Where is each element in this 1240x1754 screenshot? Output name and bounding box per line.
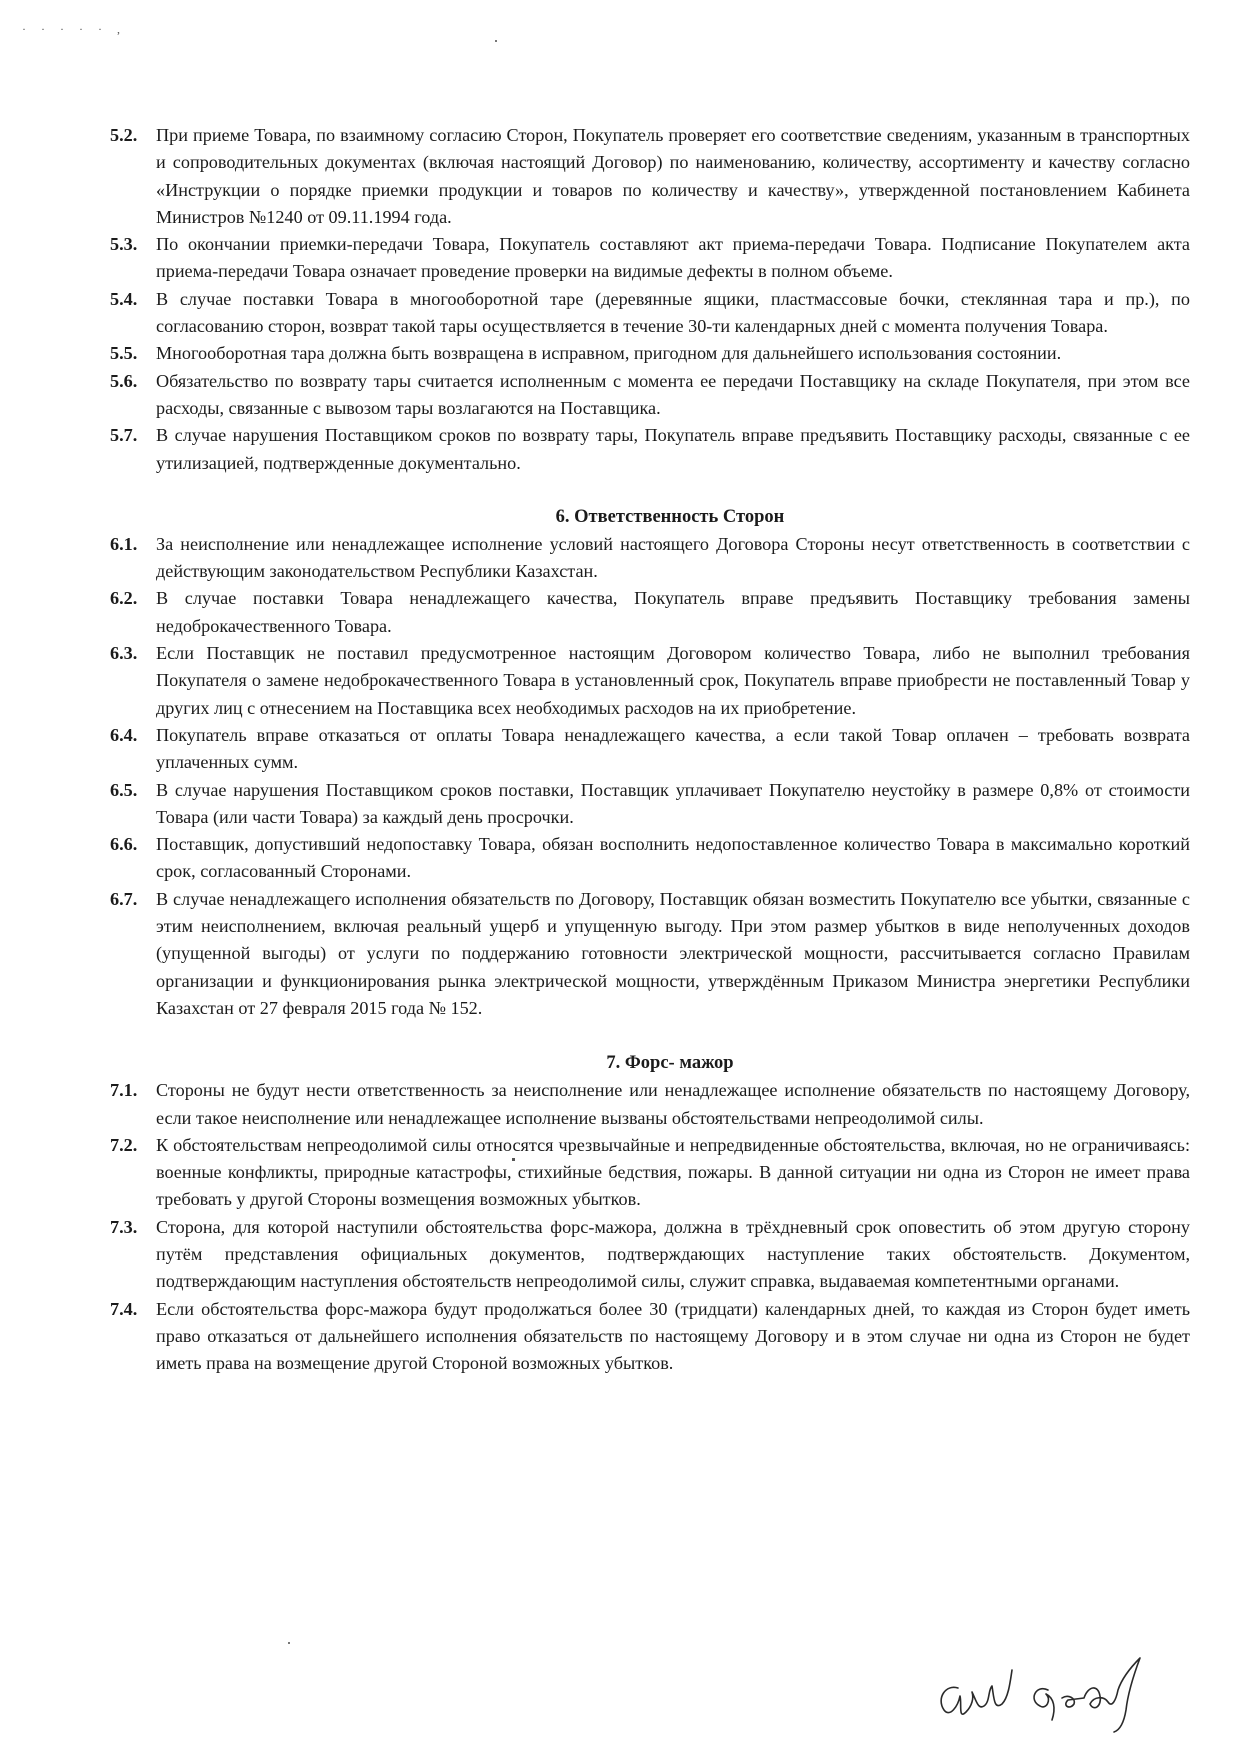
- clause-number: 6.5.: [110, 779, 138, 800]
- clause: [110, 340, 1190, 367]
- clause-number: 6.6.: [110, 834, 138, 855]
- contract-text: [110, 122, 1190, 1377]
- clause-number: 5.5.: [110, 343, 138, 364]
- clause-text: В случае нарушения Поставщиком сроков по возврату тары, Покупатель вправе предъявить Поставщику расходы, связанные с ее утилизацией, подтвержденные документально.: [156, 425, 1190, 473]
- clause-number: 6.3.: [110, 643, 138, 664]
- clause: [110, 1077, 1190, 1132]
- clause: [110, 1132, 1190, 1214]
- clause-number: 5.6.: [110, 370, 138, 391]
- clause: [110, 422, 1190, 477]
- clause-text: Если обстоятельства форс-мажора будут продолжаться более 30 (тридцати) календарных дней, то каждая из Сторон будет иметь право отказаться от дальнейшего исполнения обязательств по настоящему Договору и в этом случае ни одна из Сторон не будет иметь права на возмещение другой Стороной возможных убытков.: [156, 1298, 1190, 1374]
- clause-number: 6.7.: [110, 888, 138, 909]
- clause: [110, 122, 1190, 231]
- clause-number: 5.2.: [110, 125, 138, 145]
- clause: [110, 1296, 1190, 1378]
- clause-text: В случае поставки Товара ненадлежащего качества, Покупатель вправе предъявить Поставщику требования замены недоброкачественного Товара.: [156, 588, 1190, 636]
- clause-text: Стороны не будут нести ответственность за неисполнение или ненадлежащее исполнение обязательств по настоящему Договору, если такое неисполнение или ненадлежащее исполнение вызваны обстоятельствами непреодолимой силы.: [156, 1080, 1190, 1128]
- clause-number: 7.2.: [110, 1134, 138, 1155]
- clause: [110, 640, 1190, 722]
- clause: [110, 831, 1190, 886]
- clause-number: 5.3.: [110, 234, 138, 255]
- clause-number: 7.3.: [110, 1216, 138, 1237]
- clause-number: 5.7.: [110, 425, 138, 446]
- clause-text: В случае ненадлежащего исполнения обязательств по Договору, Поставщик обязан возместить Покупателю все убытки, связанные с этим неисполнением, включая реальный ущерб и упущенную выгоду. При этом размер убытков в виде неполученных доходов (упущенной выгоды) от услуги по поддержанию готовности электрической мощности, рассчитывается согласно Правилам организации и функционирования рынка электрической мощности, утверждённым Приказом Министра энергетики Республики Казахстан от 27 февраля 2015 года № 152.: [156, 888, 1190, 1018]
- clause-number: 6.2.: [110, 588, 138, 609]
- scan-specks: · · · · · ,: [22, 22, 126, 36]
- clause: [110, 1214, 1190, 1296]
- clause-text: В случае нарушения Поставщиком сроков поставки, Поставщик уплачивает Покупателю неустойку в размере 0,8% от стоимости Товара (или части Товара) за каждый день просрочки.: [156, 779, 1190, 827]
- section-5: [110, 122, 1190, 477]
- clause-text: Если Поставщик не поставил предусмотренное настоящим Договором количество Товара, либо не выполнил требования Покупателя о замене недоброкачественного Товара в установленный срок, Покупатель вправе приобрести не поставленный Товар у других лиц с отнесением на Поставщика всех необходимых расходов на их приобретение.: [156, 643, 1190, 718]
- signature-one: [941, 1670, 1012, 1714]
- clause: [110, 722, 1190, 777]
- clause: [110, 531, 1190, 586]
- section-title: 6. Ответственность Сторон: [555, 506, 785, 527]
- clause: [110, 886, 1190, 1022]
- clause-text: При приеме Товара, по взаимному согласию Сторон, Покупатель проверяет его соответствие сведениям, указанным в транспортных и сопроводительных документах (включая настоящий Договор) по наименованию, количеству, ассортименту и качеству согласно «Инструкции о порядке приемки продукции и товаров по количеству и качеству», утвержденной постановлением Кабинета Министров №1240 от 09.11.1994 года.: [156, 125, 1190, 227]
- clause-text: Обязательство по возврату тары считается исполненным с момента ее передачи Поставщику на складе Покупателя, при этом все расходы, связанные с вывозом тары возлагаются на Поставщика.: [156, 370, 1190, 418]
- clause-text: За неисполнение или ненадлежащее исполнение условий настоящего Договора Стороны несут ответственность в соответствии с действующим законодательством Республики Казахстан.: [156, 533, 1190, 582]
- section-7: [110, 1077, 1190, 1377]
- clause: [110, 286, 1190, 341]
- clause-number: 7.1.: [110, 1080, 138, 1101]
- clause: [110, 368, 1190, 423]
- scan-speck: [288, 1642, 290, 1644]
- clause-text: Сторона, для которой наступили обстоятельства форс-мажора, должна в трёхдневный срок оповестить об этом другую сторону путём представления официальных документов, подтверждающих наступление таких обстоятельств. Документом, подтверждающим наступления обстоятельств непреодолимой силы, служит справка, выдаваемая компетентными органами.: [156, 1216, 1190, 1292]
- scan-speck: [495, 40, 497, 42]
- section-6: [110, 531, 1190, 1022]
- section-title: 7. Форс- мажор: [606, 1053, 734, 1074]
- clause-text: Покупатель вправе отказаться от оплаты Товара ненадлежащего качества, а если такой Товар оплачен – требовать возврата уплаченных сумм.: [156, 724, 1190, 773]
- clause-text: К обстоятельствам непреодолимой силы относятся чрезвычайные и непредвиденные обстоятельства, включая, но не ограничиваясь: военные конфликты, природные катастрофы, стихийные бедствия, пожары. В данной ситуации ни одна из Сторон не имеет права требовать у другой Стороны возмещения возможных убытков.: [156, 1134, 1190, 1210]
- clause-text: Многооборотная тара должна быть возвращена в исправном, пригодном для дальнейшего использования состоянии.: [156, 343, 1062, 364]
- clause-number: 7.4.: [110, 1298, 138, 1319]
- handwritten-signatures: [928, 1640, 1158, 1735]
- clause: [110, 585, 1190, 640]
- clause-text: В случае поставки Товара в многооборотной таре (деревянные ящики, пластмассовые бочки, стеклянная тара и пр.), по согласованию сторон, возврат такой тары осуществляется в течение 30-ти календарных дней с момента получения Товара.: [156, 288, 1190, 337]
- clause-number: 6.4.: [110, 724, 138, 745]
- clause-number: 5.4.: [110, 288, 138, 309]
- signature-two: [1034, 1658, 1140, 1732]
- clause: [110, 777, 1190, 832]
- clause-number: 6.1.: [110, 533, 138, 554]
- clause-text: Поставщик, допустивший недопоставку Товара, обязан восполнить недопоставленное количество Товара в максимально короткий срок, согласованный Сторонами.: [156, 834, 1190, 882]
- clause-text: По окончании приемки-передачи Товара, Покупатель составляют акт приема-передачи Товара. Подписание Покупателем акта приема-передачи Товара означает проведение проверки на видимые дефекты в полном объеме.: [156, 234, 1190, 282]
- clause: [110, 231, 1190, 286]
